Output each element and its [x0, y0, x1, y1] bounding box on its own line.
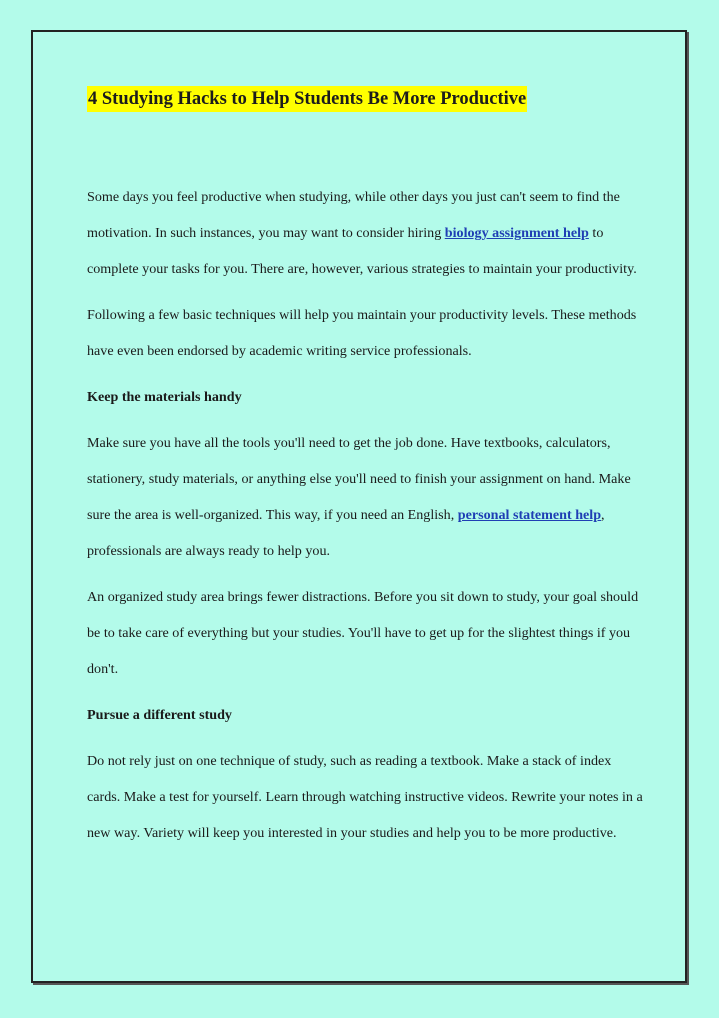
document-title: 4 Studying Hacks to Help Students Be More Productive: [87, 86, 527, 112]
biology-assignment-help-link[interactable]: biology assignment help: [444, 225, 589, 241]
methods-paragraph: Following a few basic techniques will help you maintain your productivity levels. These methods have even been endorsed by academic writing service professionals.: [87, 307, 637, 359]
personal-statement-help-link[interactable]: personal statement help: [457, 507, 602, 523]
intro-paragraph: [87, 179, 647, 287]
materials-text-start: Make sure you have all the tools you'll need to get the job done. Have textbooks, calculators, stationery, study materials, or anything else you'll need to finish your assignment on hand. Make sure the area is well-organized. This way, if you need an English,: [87, 435, 631, 523]
materials-paragraph: [87, 425, 647, 569]
intro-text-end: to complete your tasks for you. There are, however, various strategies to maintain your productivity.: [87, 225, 637, 277]
document-body: [87, 179, 647, 861]
materials-text-end: , professionals are always ready to help you.: [87, 507, 605, 559]
intro-text-start: Some days you feel productive when studying, while other days you just can't seem to find the motivation. In such instances, you may want to consider hiring: [87, 189, 620, 241]
section-heading-different-study: Pursue a different study: [87, 707, 232, 723]
organized-area-paragraph: An organized study area brings fewer distractions. Before you sit down to study, your goal should be to take care of everything but your studies. You'll have to get up for the slightest things if you don't.: [87, 589, 639, 677]
section-heading-materials: Keep the materials handy: [87, 389, 242, 405]
different-study-paragraph: Do not rely just on one technique of study, such as reading a textbook. Make a stack of index cards. Make a test for yourself. Learn through watching instructive videos. Rewrite your notes in a new way. Variety will keep you interested in your studies and help you to be more productive.: [87, 753, 643, 841]
